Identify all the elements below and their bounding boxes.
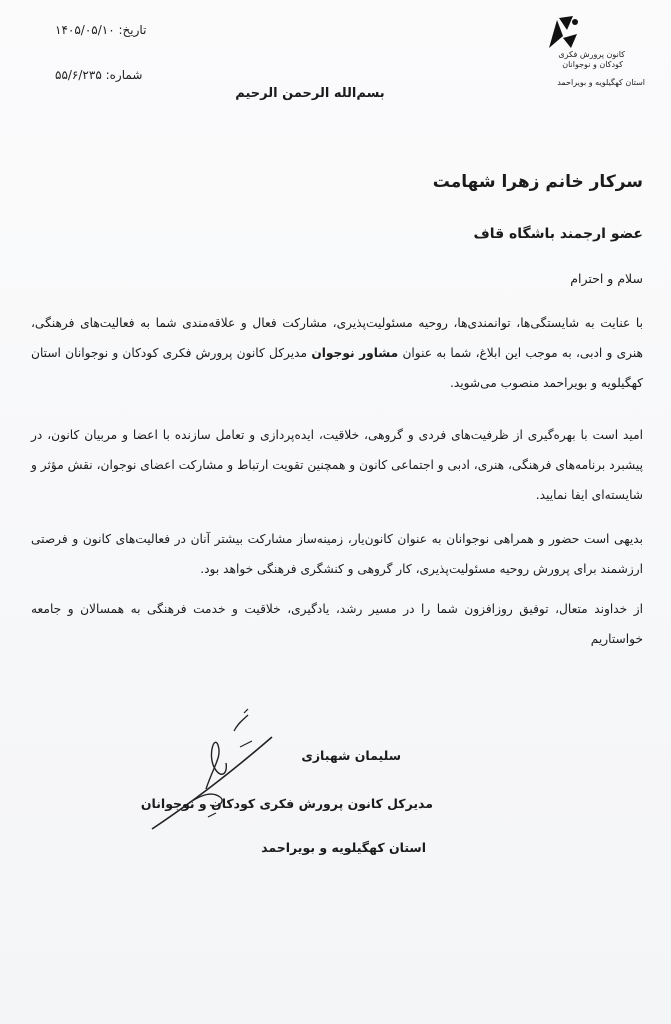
paragraph-text: با عنایت به شایستگی‌ها، توانمندی‌ها، روحیه مسئولیت‌پذیری، مشارکت فعال و علاقه‌مندی شما به فعالیت‌های فرهنگی، هنری و ادبی، به موجب این ابلاغ، شما به عنوان xyxy=(31,316,643,360)
date-label: تاریخ: xyxy=(118,23,147,37)
greeting: سلام و احترام xyxy=(570,271,643,286)
letter-number xyxy=(55,68,142,82)
paragraph-appointment xyxy=(31,308,643,398)
number-value: ۵۵/۶/۲۳۵ xyxy=(55,68,102,82)
appointment-title: مشاور نوجوان xyxy=(311,346,399,360)
letter-date xyxy=(55,23,146,37)
logo-line: استان کهگیلویه و بویراحمد xyxy=(557,78,645,87)
signatory-title: مدیرکل کانون پرورش فکری کودکان و نوجوانان xyxy=(140,796,433,811)
logo-line: کانون پرورش فکری xyxy=(558,50,625,59)
paragraph-participation: بدیهی است حضور و همراهی نوجوانان به عنوان کانون‌یار، زمینه‌ساز مشارکت بیشتر آنان در فعالیت‌های کانون و فرصتی ارزشمند برای پرورش روحیه مسئولیت‌پذیری، کار گروهی و کنشگری فرهنگی خواهد بود. xyxy=(31,532,643,576)
date-value: ۱۴۰۵/۰۵/۱۰ xyxy=(55,23,115,37)
organization-logo xyxy=(526,14,651,88)
recipient-role: عضو ارجمند باشگاه قاف xyxy=(473,226,643,242)
paragraph-expectations: امید است با بهره‌گیری از ظرفیت‌های فردی و گروهی، خلاقیت، ایده‌پردازی و تعامل سازنده با اعضا و مربیان کانون، در پیشبرد برنامه‌های فرهنگی، هنری، ادبی و اجتماعی کانون و همچنین تقویت ارتباط و مشارکت اعضای نوجوان، نقش مؤثر و شایسته‌ای ایفا نمایید. xyxy=(31,428,643,502)
paragraph-closing: از خداوند متعال، توفیق روزافزون شما را در مسیر رشد، یادگیری، خلاقیت و خدمت فرهنگی به همسالان و جامعه خواستاریم xyxy=(31,602,643,646)
number-label: شماره: xyxy=(105,68,143,82)
kanoon-logo-icon xyxy=(543,14,581,50)
paragraph-text: مدیرکل کانون پرورش فکری کودکان و نوجوانان استان کهگیلویه و بویراحمد منصوب می‌شوید. xyxy=(31,346,643,390)
logo-line: کودکان و نوجوانان xyxy=(562,60,623,69)
signatory-name: سلیمان شهبازی xyxy=(301,748,401,763)
bismillah-heading: بسم‌الله الرحمن الرحیم xyxy=(235,86,385,101)
signatory-province: استان کهگیلویه و بویراحمد xyxy=(261,840,426,855)
recipient-name: سرکار خانم زهرا شهامت xyxy=(432,172,643,192)
handwritten-signature xyxy=(148,705,288,835)
